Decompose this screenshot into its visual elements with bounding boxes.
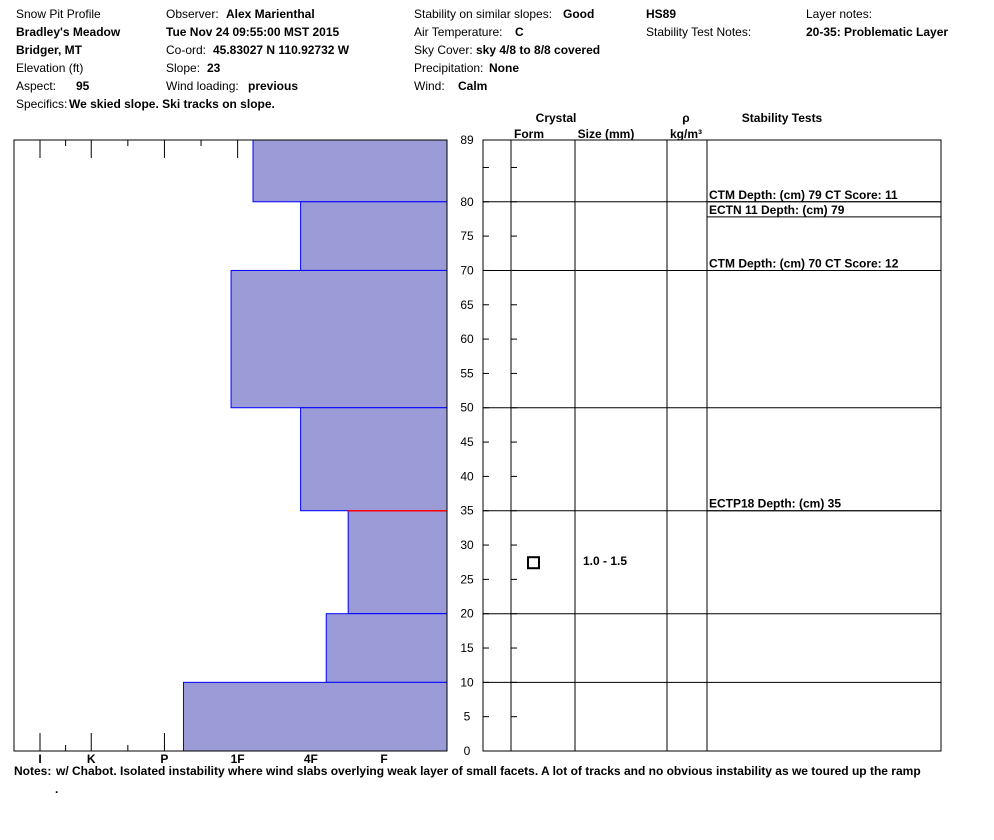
observer-label: Observer: [166, 7, 219, 21]
air-temp-label: Air Temperature: [414, 25, 503, 39]
aspect-label: Aspect: [16, 79, 57, 93]
sky-cover-label: Sky Cover: [414, 43, 473, 57]
depth-tick-label: 75 [460, 229, 474, 244]
stability-value: Good [563, 7, 595, 21]
snow-layer-bar [326, 614, 447, 683]
snow-layer-bar [301, 202, 447, 271]
hardness-label: 1F [230, 752, 245, 766]
crystal-form-square-icon [528, 557, 539, 568]
depth-tick-label: 0 [463, 744, 471, 758]
snow-layer-bar [301, 408, 447, 511]
slope-label: Slope: [166, 61, 201, 75]
depth-tick-label: 30 [460, 538, 474, 553]
depth-tick-label: 35 [460, 503, 474, 518]
hardness-label: 4F [303, 752, 318, 766]
stability-test-label: CTM Depth: (cm) 79 CT Score: 11 [709, 187, 898, 202]
depth-tick-label: 40 [460, 469, 474, 484]
depth-tick-label: 65 [460, 297, 474, 312]
crystal-header: Crystal [535, 111, 577, 125]
observer-value: Alex Marienthal [226, 7, 315, 21]
snow-layer-bar [348, 511, 447, 614]
hardness-label: K [86, 752, 96, 766]
elevation-label: Elevation (ft) [16, 61, 84, 75]
stability-tests-header: Stability Tests [741, 111, 823, 125]
hardness-label: F [380, 752, 388, 766]
stability-test-label: ECTP18 Depth: (cm) 35 [709, 496, 842, 511]
hs-value: HS89 [646, 7, 677, 21]
stability-test-notes-label: Stability Test Notes: [646, 25, 752, 39]
aspect-value: 95 [76, 79, 90, 93]
crystal-size-value: 1.0 - 1.5 [583, 554, 628, 569]
notes-text: w/ Chabot. Isolated instability where wind slabs overlying weak layer of small facets. A lot of tracks and no obvious instability as we toured up the ramp [56, 764, 921, 778]
pit-title: Snow Pit Profile [16, 7, 101, 21]
depth-tick-label: 80 [460, 194, 474, 209]
depth-tick-label: 70 [460, 263, 474, 278]
depth-tick-label: 25 [460, 572, 474, 587]
stability-test-label: ECTN 11 Depth: (cm) 79 [709, 202, 845, 217]
snow-layer-bar [231, 270, 447, 407]
depth-tick-label: 5 [463, 709, 471, 724]
notes-label: Notes: [14, 764, 52, 778]
wind-loading-label: Wind loading: [166, 79, 239, 93]
depth-tick-label: 15 [460, 641, 474, 656]
density-symbol: ρ [682, 111, 690, 125]
depth-tick-label: 20 [460, 606, 474, 621]
stability-label: Stability on similar slopes: [414, 7, 553, 21]
stability-test-label: CTM Depth: (cm) 70 CT Score: 12 [709, 256, 899, 271]
observation-datetime: Tue Nov 24 09:55:00 MST 2015 [166, 25, 340, 39]
notes-line2: . [55, 782, 59, 796]
density-unit: kg/m³ [669, 127, 703, 141]
air-temp-value: C [515, 25, 524, 39]
snow-layer-bar [253, 140, 447, 202]
precipitation-value: None [489, 61, 519, 75]
depth-tick-label: 45 [460, 435, 474, 450]
wind-value: Calm [458, 79, 488, 93]
depth-tick-label: 10 [460, 675, 474, 690]
depth-tick-label: 89 [460, 133, 474, 147]
specifics-label: Specifics: [16, 97, 68, 111]
layer-note-value: 20-35: Problematic Layer [806, 25, 949, 39]
profile-table-frame [483, 140, 941, 751]
precipitation-label: Precipitation: [414, 61, 484, 75]
wind-loading-value: previous [248, 79, 299, 93]
wind-label: Wind: [414, 79, 445, 93]
sky-cover-value: sky 4/8 to 8/8 covered [476, 43, 601, 57]
hardness-label: P [160, 752, 169, 766]
depth-tick-label: 50 [460, 400, 474, 415]
coord-value: 45.83027 N 110.92732 W [213, 43, 350, 57]
slope-value: 23 [207, 61, 221, 75]
layer-notes-label: Layer notes: [806, 7, 873, 21]
coord-label: Co-ord: [166, 43, 207, 57]
snow-layer-bar [183, 682, 447, 751]
region-name: Bridger, MT [16, 43, 83, 57]
form-header: Form [514, 127, 544, 141]
depth-tick-label: 60 [460, 332, 474, 347]
location-name: Bradley's Meadow [16, 25, 121, 39]
specifics-value: We skied slope. Ski tracks on slope. [69, 97, 275, 111]
depth-tick-label: 55 [460, 366, 474, 381]
size-header: Size (mm) [577, 127, 635, 141]
hardness-label: I [38, 752, 42, 766]
